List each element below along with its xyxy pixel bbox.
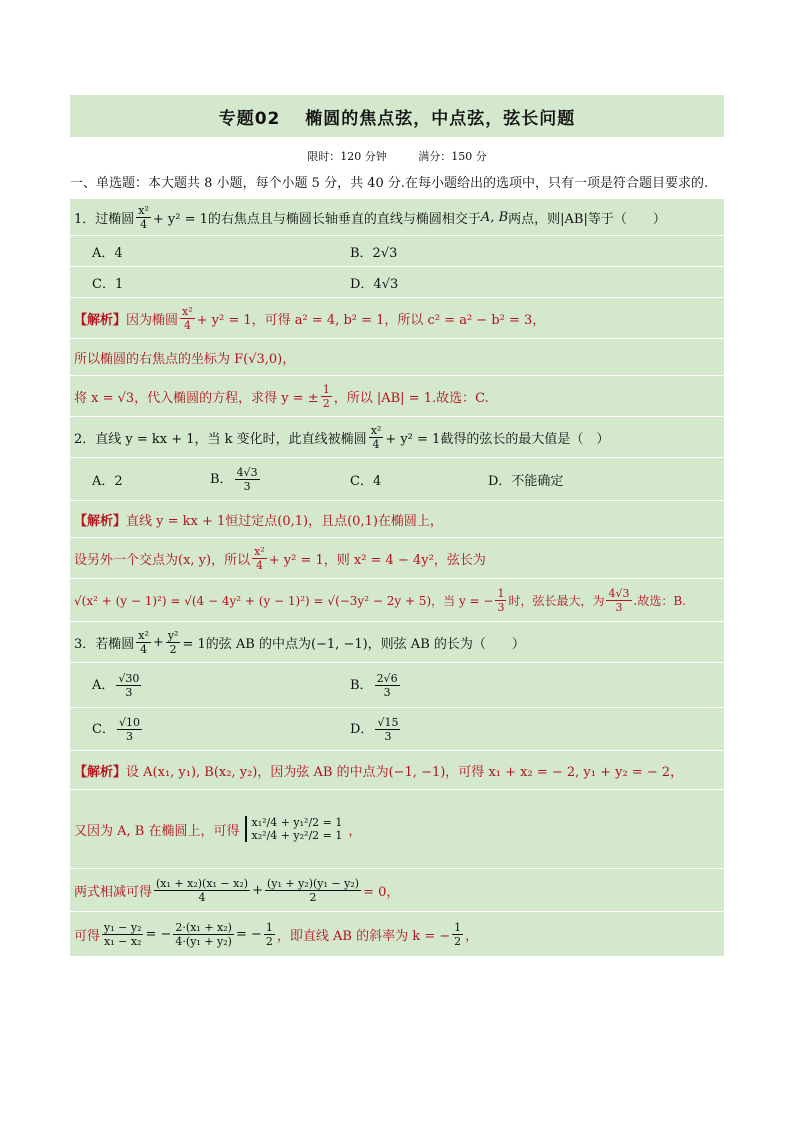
q2-option-b[interactable] (210, 466, 350, 493)
q3-sol4-n3: 1 (265, 920, 273, 934)
q3-option-a-prefix: A． (92, 677, 115, 693)
q1-sol1-frac-num: x² (182, 304, 193, 318)
q3-f1-den: 4 (140, 642, 148, 656)
q3-sol3-a: 两式相减可得 (74, 884, 153, 900)
q2-sol3-den-2: 3 (615, 600, 623, 614)
full-score: 满分：150 分 (418, 150, 487, 163)
q2-option-a[interactable]: A．2 (92, 473, 123, 489)
q3-f2-num: y² (167, 628, 179, 642)
q3-options-row-1 (70, 663, 724, 708)
q3-sol3-d1: 4 (198, 890, 206, 904)
q3-sol4-d2: 4·(y₁ + y₂) (175, 934, 232, 948)
question-1-stem (70, 199, 724, 236)
q1-sol3-a: 将 x = √3，代入椭圆的方程，求得 y = ± (74, 390, 319, 406)
q2-option-b-prefix: B． (210, 471, 233, 487)
q3-sol4-fraction-2 (173, 921, 234, 948)
q3-sol4-eq2: = − (235, 926, 262, 942)
q3-solution-line-3 (70, 869, 724, 912)
q1-sol3-frac-den: 2 (322, 396, 330, 410)
q3-sol3-d2: 2 (309, 890, 317, 904)
q3-system-eq-1: x₁²/4 + y₁²/2 = 1 (251, 816, 343, 829)
q2-solution-line-3 (70, 579, 724, 622)
q2-option-b-fraction (235, 466, 260, 493)
exam-meta (70, 147, 724, 167)
q2-sol3-c: .故选：B. (633, 593, 686, 608)
q3-option-b-prefix: B． (350, 677, 373, 693)
q2-sol2-a: 设另外一个交点为(x, y)，所以 (74, 552, 251, 568)
q3-option-c-prefix: C． (92, 721, 115, 737)
q1-stem-a: 1．过椭圆 (74, 211, 135, 227)
q1-option-a[interactable]: A．4 (92, 245, 123, 261)
q1-stem-c: 两点，则|AB|等于（ ） (508, 211, 666, 227)
q3-sol2-a: 又因为 A, B 在椭圆上，可得 (74, 823, 240, 839)
q1-sol1-a: 因为椭圆 (126, 312, 179, 328)
q3-option-c[interactable] (92, 716, 350, 743)
q3-option-c-fraction (117, 716, 142, 743)
q2-frac-den: 4 (372, 437, 380, 451)
q2-sol2-frac-den: 4 (255, 558, 263, 572)
q2-sol3-a: √(x² + (y − 1)²) = √(4 − 4y² + (y − 1)²) = √(−3y² − 2y + 5)，当 y = − (74, 593, 494, 608)
q3-sol4-n2: 2·(x₁ + x₂) (175, 920, 232, 934)
q1-option-d[interactable]: D．4√3 (350, 276, 399, 292)
q3-sol3-n2: (y₁ + y₂)(y₁ − y₂) (266, 876, 360, 890)
q2-sol3-b: 时，弦长最大，为 (508, 593, 605, 608)
question-2-stem (70, 417, 724, 458)
q3-sol3-b: = 0， (363, 884, 400, 900)
q1-stem-b: + y² = 1的右焦点且与椭圆长轴垂直的直线与椭圆相交于 (152, 211, 481, 227)
q2-solution-tag: 【解析】 (74, 513, 127, 529)
q3-sol3-fraction-2 (265, 877, 361, 904)
q1-sol1-frac-den: 4 (183, 318, 191, 332)
q3-sol4-fraction-3 (264, 921, 275, 948)
q3-option-b-den: 3 (383, 685, 391, 699)
q1-solution-line-1 (70, 298, 724, 339)
q2-sol3-num-2: 4√3 (608, 586, 630, 600)
q1-solution-line-2: 所以椭圆的右焦点的坐标为 F(√3,0)， (70, 339, 724, 376)
q3-sol1: 设 A(x₁, y₁), B(x₂, y₂)，因为弦 AB 的中点为(−1, −1)，可得 x₁ + x₂ = − 2, y₁ + y₂ = − 2， (126, 764, 684, 780)
q3-option-d-num: √15 (377, 715, 399, 729)
q3-stem-a: 3．若椭圆 (74, 636, 135, 652)
q3-option-b[interactable] (350, 672, 402, 699)
q3-system-eq-2: x₂²/4 + y₂²/2 = 1 (251, 829, 343, 842)
q2-solution-line-1 (70, 501, 724, 538)
q3-solution-tag: 【解析】 (74, 764, 127, 780)
q2-options-row (70, 458, 724, 501)
q3-option-d-fraction (375, 716, 400, 743)
q1-solution-tag: 【解析】 (74, 312, 127, 328)
q3-sol4-c: ， (465, 928, 479, 944)
q3-option-a[interactable] (92, 672, 350, 699)
q2-option-c[interactable]: C．4 (350, 473, 382, 489)
q3-option-c-den: 3 (125, 729, 133, 743)
q3-option-b-fraction (375, 672, 400, 699)
q3-option-b-num: 2√6 (376, 671, 398, 685)
q2-sol1: 直线 y = kx + 1恒过定点(0,1)，且点(0,1)在椭圆上， (126, 513, 443, 529)
q3-solution-line-4 (70, 912, 724, 957)
q3-option-a-num: √30 (118, 671, 140, 685)
q3-option-a-den: 3 (125, 685, 133, 699)
q1-sol3-frac-num: 1 (322, 382, 330, 396)
q1-option-c[interactable]: C．1 (92, 276, 124, 292)
q1-option-b[interactable]: B．2√3 (350, 245, 398, 261)
q3-sol4-eq: = − (145, 926, 172, 942)
q2-sol3-num-1: 1 (497, 586, 505, 600)
document-page (70, 95, 724, 957)
q1-options-row-1 (70, 236, 724, 267)
q3-solution-line-2 (70, 790, 724, 869)
q3-option-c-num: √10 (118, 715, 140, 729)
q3-options-row-2 (70, 708, 724, 751)
q1-sol1-fraction (180, 305, 195, 332)
q3-f2-den: 2 (169, 642, 177, 656)
q2-option-d[interactable]: D．不能确定 (488, 473, 564, 489)
q3-sol3-n1: (x₁ + x₂)(x₁ − x₂) (156, 876, 249, 890)
q2-sol3-fraction-1 (495, 587, 506, 614)
q3-plus: + (152, 634, 164, 650)
page-title (70, 95, 724, 137)
q1-solution-line-3 (70, 376, 724, 417)
q2-option-b-num: 4√3 (236, 465, 258, 479)
q3-fraction-1 (136, 629, 151, 656)
q3-option-a-fraction (116, 672, 141, 699)
q3-sol2-b: ， (348, 823, 362, 839)
q3-sol4-n1: y₁ − y₂ (104, 920, 142, 934)
q1-points: A, B (480, 209, 509, 225)
question-3-stem (70, 622, 724, 663)
q3-sol3-plus: + (252, 882, 263, 898)
q3-option-d[interactable] (350, 716, 402, 743)
q2-sol2-fraction (252, 545, 267, 572)
q3-sol4-b: ，即直线 AB 的斜率为 k = − (276, 928, 451, 944)
q3-stem-b: = 1的弦 AB 的中点为(−1, −1)，则弦 AB 的长为（ ） (182, 636, 525, 652)
q1-fraction (136, 204, 151, 231)
q3-sol4-d3: 2 (265, 934, 273, 948)
q1-sol1-b: + y² = 1，可得 a² = 4, b² = 1，所以 c² = a² − b² = 3， (196, 312, 546, 328)
q2-frac-num: x² (370, 423, 382, 437)
q3-fraction-2 (166, 629, 181, 656)
q3-sol3-fraction-1 (154, 877, 250, 904)
q3-sol4-fraction-4 (452, 921, 463, 948)
q1-frac-den: 4 (140, 217, 148, 231)
q3-sol4-d1: x₁ − x₂ (104, 934, 142, 948)
q3-solution-line-1 (70, 751, 724, 790)
time-limit: 限时：120 分钟 (307, 150, 387, 163)
q2-stem-b: + y² = 1截得的弦长的最大值是（ ） (385, 431, 610, 447)
q1-sol3-fraction (321, 383, 332, 410)
q3-f1-num: x² (138, 628, 149, 642)
q2-fraction (369, 424, 384, 451)
q3-sol4-a: 可得 (74, 928, 101, 944)
q3-equation-system (245, 816, 342, 842)
q3-option-d-prefix: D． (350, 721, 374, 737)
q2-solution-line-2 (70, 538, 724, 579)
q1-sol3-b: ，所以 |AB| = 1.故选：C. (333, 390, 489, 406)
section-heading: 一、单选题：本大题共 8 小题，每个小题 5 分，共 40 分.在每小题给出的选项中，只有一项是符合题目要求的. (70, 176, 709, 191)
q3-sol4-fraction-1 (102, 921, 143, 948)
q2-sol3-den-1: 3 (497, 600, 505, 614)
q3-option-d-den: 3 (384, 729, 392, 743)
q3-sol4-d4: 2 (454, 934, 462, 948)
q1-options-row-2 (70, 267, 724, 298)
q3-sol4-n4: 1 (454, 920, 462, 934)
q2-sol2-frac-num: x² (254, 544, 265, 558)
title-text: 专题02 椭圆的焦点弦，中点弦，弦长问题 (218, 108, 576, 129)
q2-option-b-den: 3 (243, 479, 251, 493)
q2-stem-a: 2．直线 y = kx + 1，当 k 变化时，此直线被椭圆 (74, 431, 367, 447)
q1-frac-num: x² (138, 203, 149, 217)
q2-sol3-fraction-2 (606, 587, 631, 614)
q2-sol2-b: + y² = 1，则 x² = 4 − 4y²，弦长为 (268, 552, 486, 568)
